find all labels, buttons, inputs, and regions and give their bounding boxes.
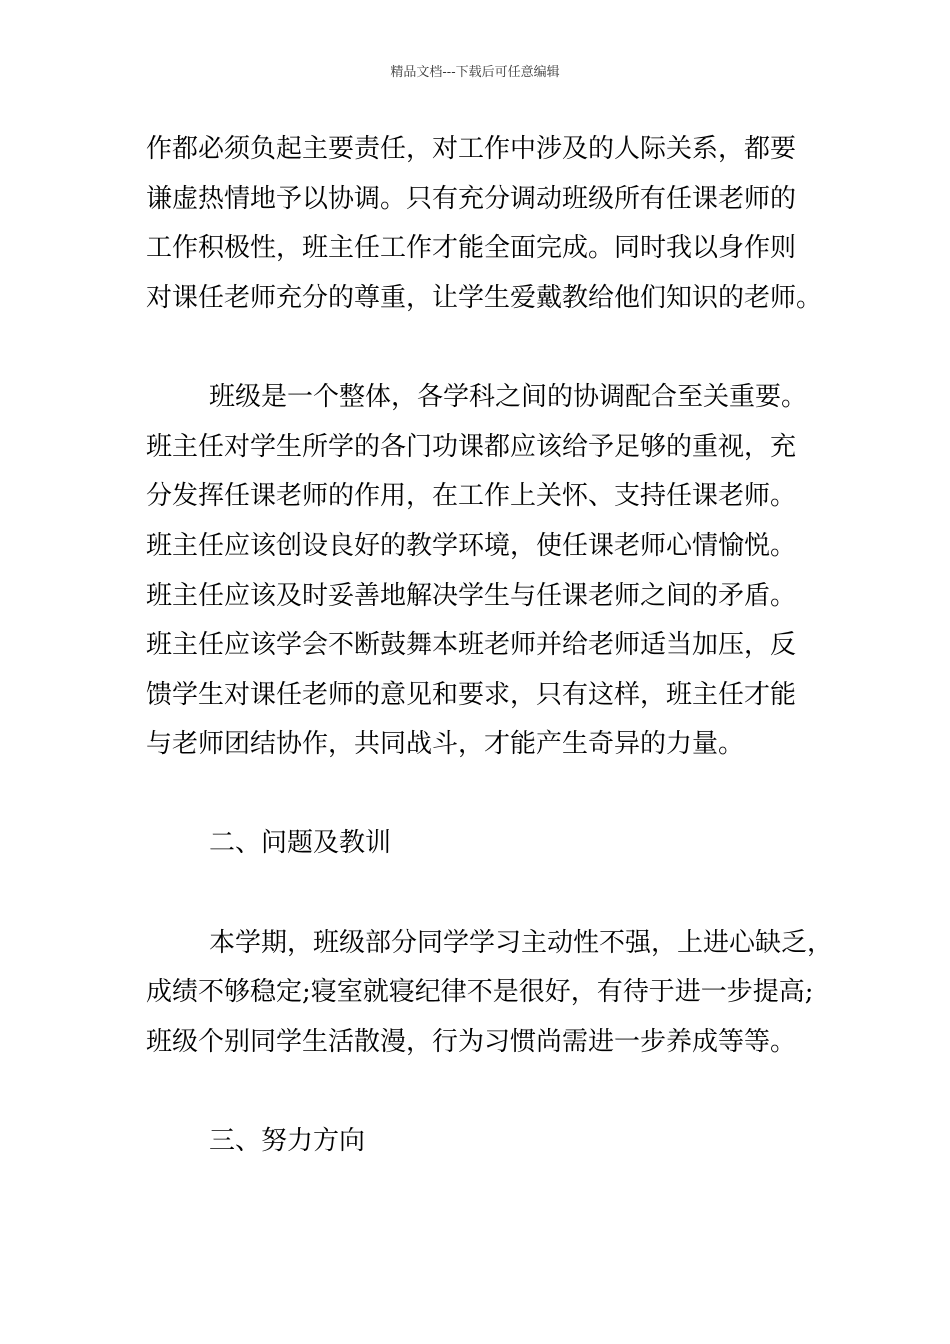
paragraph-2-line-4: 班主任应该创设良好的教学环境，使任课老师心情愉悦。: [146, 531, 797, 561]
paragraph-2-line-6: 班主任应该学会不断鼓舞本班老师并给老师适当加压，反: [146, 630, 797, 660]
paragraph-2-line-5: 班主任应该及时妥善地解决学生与任课老师之间的矛盾。: [146, 581, 797, 611]
section-heading-problems: 二、问题及教训: [209, 828, 392, 858]
page-header: 精品文档---下载后可任意编辑: [390, 65, 560, 80]
paragraph-2-line-7: 馈学生对课任老师的意见和要求，只有这样，班主任才能: [146, 680, 797, 710]
paragraph-1-line-3: 工作积极性，班主任工作才能全面完成。同时我以身作则: [146, 233, 797, 263]
paragraph-2-line-3: 分发挥任课老师的作用，在工作上关怀、支持任课老师。: [146, 481, 797, 511]
paragraph-3-line-2: 成绩不够稳定;寝室就寝纪律不是很好，有待于进一步提高;: [146, 977, 814, 1007]
section-heading-direction: 三、努力方向: [209, 1126, 366, 1156]
paragraph-2-line-2: 班主任对学生所学的各门功课都应该给予足够的重视，充: [146, 432, 797, 462]
paragraph-1-line-2: 谦虚热情地予以协调。只有充分调动班级所有任课老师的: [146, 184, 797, 214]
paragraph-1-line-1: 作都必须负起主要责任，对工作中涉及的人际关系，都要: [146, 134, 797, 164]
paragraph-2-line-1: 班级是一个整体，各学科之间的协调配合至关重要。: [209, 382, 808, 412]
paragraph-2-line-8: 与老师团结协作，共同战斗，才能产生奇异的力量。: [146, 729, 745, 759]
paragraph-3-line-1: 本学期，班级部分同学学习主动性不强，上进心缺乏，: [209, 928, 834, 958]
paragraph-3-line-3: 班级个别同学生活散漫，行为习惯尚需进一步养成等等。: [146, 1027, 797, 1057]
paragraph-1-line-4: 对课任老师充分的尊重，让学生爱戴教给他们知识的老师。: [146, 283, 823, 313]
